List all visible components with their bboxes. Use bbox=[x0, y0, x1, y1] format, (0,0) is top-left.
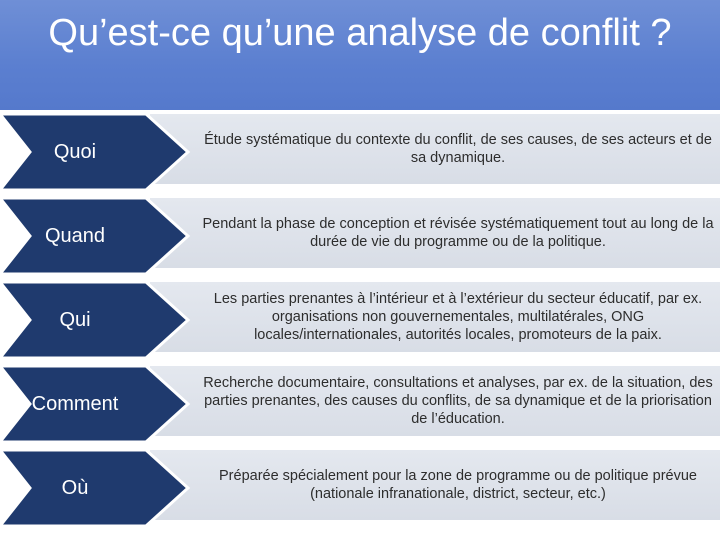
row-label: Où bbox=[61, 476, 89, 499]
row-label: Qui bbox=[59, 308, 91, 331]
row-ou bbox=[0, 450, 720, 526]
row-description: Préparée spécialement pour la zone de programme ou de politique prévue (nationale infranationale, district, secteur, etc.) bbox=[219, 468, 697, 502]
row-quand bbox=[0, 198, 720, 274]
slide-title: Qu’est-ce qu’une analyse de conflit ? bbox=[48, 12, 672, 54]
row-qui bbox=[0, 282, 720, 358]
row-quoi bbox=[0, 114, 720, 190]
row-label: Quoi bbox=[53, 140, 97, 163]
row-description: Les parties prenantes à l’intérieur et à l’extérieur du secteur éducatif, par ex. organisations non gouvernementales, multilatérales, ONG locales/internationales, autorités locales, promoteurs de la paix. bbox=[213, 291, 703, 343]
row-description: Pendant la phase de conception et révisée systématiquement tout au long de la durée de vie du programme ou de la politique. bbox=[202, 216, 714, 250]
row-comment bbox=[0, 366, 720, 442]
row-description: Recherche documentaire, consultations et analyses, par ex. de la situation, des parties prenantes, des causes du conflits, de sa dynamique et de la priorisation de l’éducation. bbox=[203, 375, 713, 427]
row-label: Quand bbox=[44, 224, 106, 247]
row-description: Étude systématique du contexte du conflit, de ses causes, de ses acteurs et de sa dynamique. bbox=[204, 132, 712, 166]
row-label: Comment bbox=[31, 392, 119, 415]
title-banner bbox=[0, 0, 720, 110]
